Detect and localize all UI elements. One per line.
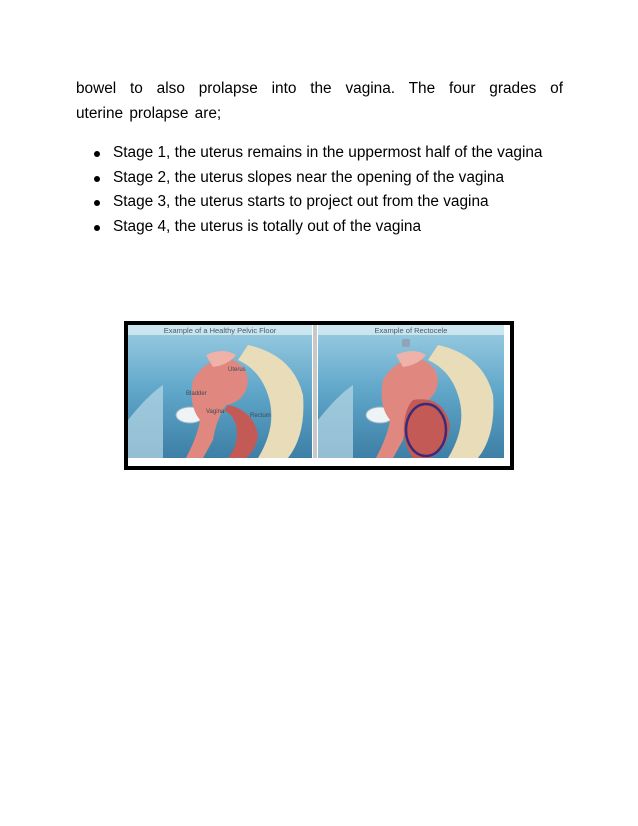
- label-bladder: Bladder: [186, 391, 207, 397]
- rectocele-image: [318, 325, 504, 458]
- bullet-icon: [94, 151, 100, 157]
- left-panel-title: Example of a Healthy Pelvic Floor: [163, 326, 277, 335]
- list-item: [94, 166, 564, 191]
- right-panel-title: Example of Rectocele: [374, 326, 448, 335]
- pelvic-floor-figure: [124, 321, 514, 470]
- stage-3-text: Stage 3, the uterus starts to project out from the vagina: [113, 193, 489, 210]
- rectocele-illustration: [318, 325, 504, 458]
- stage-1-text: Stage 1, the uterus remains in the uppermost half of the vagina: [113, 144, 543, 161]
- label-vagina: Vagina: [206, 409, 225, 415]
- list-item: [94, 141, 564, 166]
- label-uterus: Uterus: [228, 367, 246, 373]
- stage-4-text: Stage 4, the uterus is totally out of the vagina: [113, 217, 422, 235]
- list-item: [94, 215, 564, 240]
- bullet-icon: [94, 225, 100, 231]
- paragraph-line-1: bowel to also prolapse into the vagina. The four grades of: [76, 80, 563, 97]
- pointer-marker: [402, 339, 410, 347]
- label-rectum: Rectum: [250, 413, 271, 419]
- healthy-pelvic-illustration: [128, 325, 312, 458]
- body-paragraph: [76, 76, 563, 126]
- bullet-icon: [94, 200, 100, 206]
- list-item: [94, 190, 564, 215]
- bullet-icon: [94, 176, 100, 182]
- healthy-pelvic-floor-image: [128, 325, 312, 458]
- stage-2-text: Stage 2, the uterus slopes near the opening of the vagina: [113, 168, 505, 186]
- stages-list: [94, 141, 564, 239]
- paragraph-line-2: uterine prolapse are;: [76, 105, 222, 122]
- panel-divider: [313, 325, 317, 458]
